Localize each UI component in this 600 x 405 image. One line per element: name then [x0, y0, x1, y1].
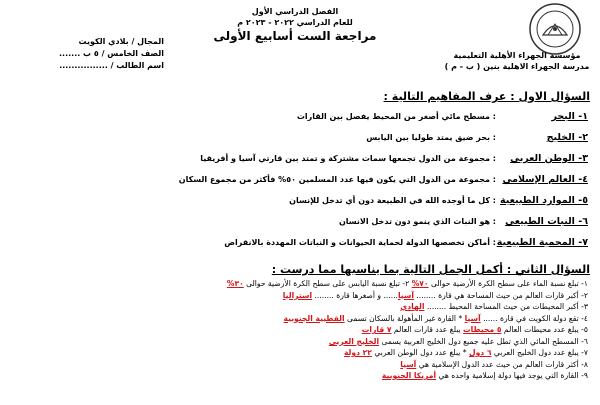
answer-text: ٧ قارات	[361, 325, 392, 334]
question1-heading: السؤال الاول : عرف المفاهيم التالية :	[383, 90, 590, 103]
concept-term: ٥- الموارد الطبيعية	[500, 195, 588, 206]
answer-text: آسيا	[400, 359, 417, 369]
concept-definition: : مسطح مائي أصغر من المحيط يفصل بين القارات	[296, 112, 496, 121]
school-seal-icon	[528, 2, 582, 56]
center-header	[195, 6, 395, 44]
sentence-text: ١- تبلغ نسبة الماء على سطح الكرة الأرضية حوالى	[431, 279, 588, 288]
school-org: مؤسسة الجهراء الأهلية التعليمية	[453, 51, 581, 60]
completion-row	[8, 301, 588, 313]
answer-text: آسيا	[464, 313, 481, 323]
header	[0, 0, 600, 92]
answer-text: آسيا	[397, 290, 414, 300]
student-info	[14, 36, 164, 72]
concept-definition: : كل ما أوجده الله في الطبيعة دون أي تدخل للإنسان	[289, 196, 496, 205]
concept-definition: : بحر ضيق يمتد طوليا بين اليابس	[366, 133, 496, 142]
sentence-text: * القارة غير المأهولة بالسكان تسمى	[347, 313, 465, 323]
completion-row	[8, 359, 588, 371]
concept-term: ٧- المحمية الطبيعية	[496, 237, 588, 248]
answer-text: ٧٠%	[411, 279, 429, 288]
sentence-text: ٧- يبلغ عدد دول الخليج العربي	[493, 348, 588, 357]
definition-row	[8, 234, 588, 255]
concept-term: ٤- العالم الإسلامي	[502, 174, 588, 185]
subject: المجال / بلادي الكويت	[78, 37, 164, 46]
completion-row	[8, 370, 588, 382]
school-name: مدرسة الجهراء الاهلية بنين ( ب - م )	[444, 62, 590, 71]
sentence-text: ٢- أكبر قارات العالم من حيث المساحة هي قارة ........	[416, 290, 588, 300]
concept-definition: : هو النبات الذي ينمو دون تدخل الانسان	[338, 217, 496, 226]
sentence-text: ٤- تقع دولة الكويت في قارة ......	[483, 313, 588, 323]
sentence-text: ٢- تبلغ نسبة اليابس على سطح الكرة الأرضية حوالى	[246, 279, 412, 288]
question1-list	[8, 108, 588, 255]
student-name-field: اسم الطالب / ................	[59, 61, 164, 70]
concept-term: ٢- الخليج	[546, 132, 588, 143]
completion-row	[8, 313, 588, 325]
completion-row	[8, 278, 588, 290]
completion-row	[8, 336, 588, 348]
definition-row	[8, 171, 588, 192]
answer-text: ٢٢ دولة	[343, 348, 372, 357]
answer-text: القطبية الجنوبية	[283, 313, 345, 323]
definition-row	[8, 150, 588, 171]
sentence-text: ٥- يبلغ عدد محيطات العالم	[503, 325, 588, 334]
sentence-text: ...... و أصغرها قارة ........	[314, 290, 398, 300]
completion-row	[8, 290, 588, 302]
completion-row	[8, 347, 588, 359]
answer-text: أمريكا الجنوبية	[381, 371, 437, 380]
question2-list	[8, 278, 588, 382]
question2-heading: السؤال الثاني : أكمل الجمل التالية بما يناسبها مما درست :	[271, 263, 590, 276]
concept-term: ١- البحر	[551, 111, 588, 122]
concept-definition: : أماكن تخصصها الدولة لحماية الحيوانات و النباتات المهددة بالانقراض	[224, 238, 496, 247]
concept-definition: : مجموعة من الدول التي يكون فيها عدد المسلمين ٥٠% فأكثر من مجموع السكان	[178, 175, 496, 184]
sentence-text: ٦- المسطح المائي الذي تطل عليه جميع دول الخليج العربية يسمى	[381, 336, 588, 346]
sentence-text: ٨- أكثر قارات العالم من حيث عدد الدول الإسلامية هي	[418, 359, 588, 369]
definition-row	[8, 192, 588, 213]
school-year: للعام الدراسي ٢٠٢٢ - ٢٠٢٣ م	[237, 18, 353, 27]
answer-text: ٥ محيطات	[463, 325, 502, 334]
answer-text: الخليج العربي	[328, 336, 380, 346]
sentence-text: * يبلغ عدد دول الوطن العربي	[374, 348, 469, 357]
school-block	[442, 50, 592, 72]
sentence-text: ٣- أكبر المحيطات من حيث المساحة المحيط ........	[426, 302, 588, 311]
definition-row	[8, 213, 588, 234]
sentence-text: ٩- القارة التي يوجد فيها دولة إسلامية واحده هي	[438, 371, 588, 380]
answer-text: الهادي	[400, 302, 425, 311]
completion-row	[8, 324, 588, 336]
answer-text: ٦ دول	[468, 348, 492, 357]
grade: الصف الخامس / ٥ ب .......	[59, 49, 164, 58]
sentence-text: يبلغ عدد قارات العالم	[393, 325, 464, 334]
page-title: مراجعة الست أسابيع الأولى	[213, 29, 377, 43]
definition-row	[8, 129, 588, 150]
concept-definition: : مجموعة من الدول تجمعها سمات مشتركة و تمتد بين قارتي آسيا و أفريقيا	[200, 154, 496, 163]
definition-row	[8, 108, 588, 129]
concept-term: ٣- الوطن العربي	[510, 153, 588, 164]
concept-term: ٦- النبات الطبيعي	[505, 216, 588, 227]
answer-text: ٣٠%	[226, 279, 244, 288]
answer-text: استراليا	[282, 290, 313, 300]
semester: الفصل الدراسي الأول	[251, 7, 339, 16]
